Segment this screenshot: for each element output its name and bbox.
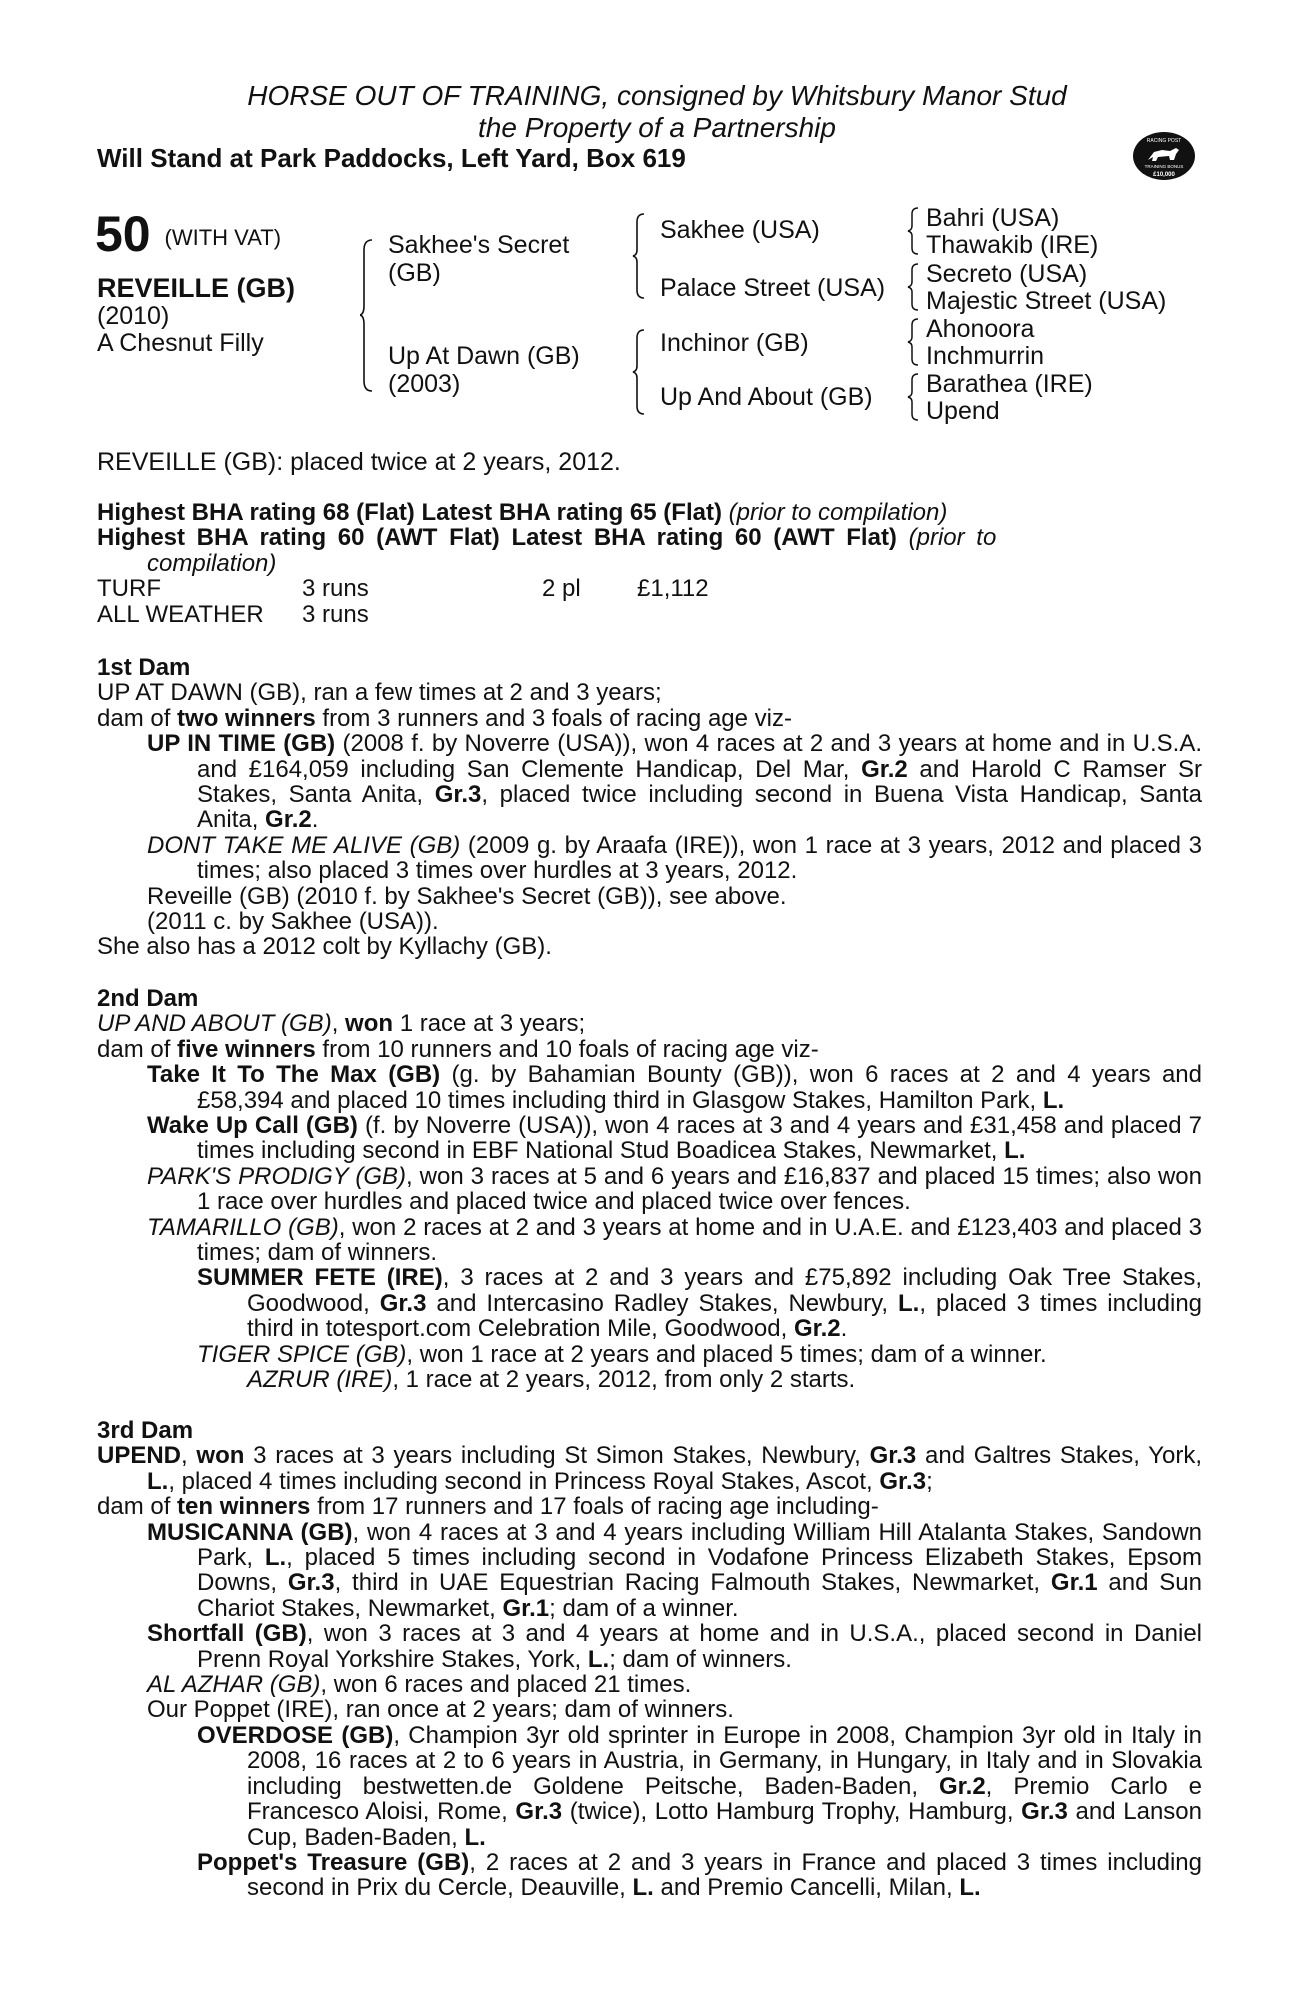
- produce-name: PARK'S PRODIGY (GB): [147, 1162, 407, 1190]
- second-dam-grandproduce-1: [97, 1265, 1202, 1341]
- text: ; dam of a winner.: [549, 1594, 739, 1622]
- text: , 1 race at 2 years, 2012, from only 2 starts.: [392, 1366, 856, 1394]
- text: and Lanson Cup, Baden-Baden,: [247, 1798, 1202, 1851]
- grade: L.: [1004, 1137, 1026, 1165]
- text: ; dam of winners.: [609, 1645, 792, 1673]
- text: and Sun Chariot Stakes, Newmarket,: [197, 1569, 1202, 1622]
- badge-mid-text: TRAINING BONUS: [1144, 164, 1184, 169]
- winner-count: five winners: [177, 1035, 316, 1063]
- pedigree-ggp-6: Inchmurrin: [926, 342, 1045, 370]
- pedigree-ggp-8: Upend: [926, 397, 1000, 425]
- header-line-2: the Property of a Partnership: [478, 112, 836, 143]
- first-dam-intro: UP AT DAWN (GB), ran a few times at 2 and 3 years;: [97, 679, 662, 707]
- text: (f. by Noverre (USA)), won 4 races at 3 and 4 years and £31,458 and placed 7 times including second in EBF National Stud Boadicea Stakes, Newmarket,: [197, 1112, 1203, 1165]
- text: , 3 races at 2 and 3 years and £75,892 including Oak Tree Stakes, Goodwood,: [247, 1264, 1203, 1317]
- text: .: [840, 1315, 848, 1343]
- third-dam-heading: 3rd Dam: [97, 1417, 194, 1444]
- text: , Champion 3yr old sprinter in Europe in 2008, Champion 3yr old in Italy in 2008, 16 races at 2 to 6 years in Austria, in Germany, in Hungary, in Italy and in Slovakia including bestwetten.de Goldene Peitsche, Baden-Baden,: [247, 1721, 1202, 1800]
- third-dam-produce-4: Our Poppet (IRE), ran once at 2 years; dam of winners.: [147, 1696, 734, 1724]
- stats-row-all-weather: [97, 602, 709, 627]
- grade: Gr.3: [379, 1289, 427, 1317]
- first-dam-produce-4: (2011 c. by Sakhee (USA)).: [147, 908, 439, 936]
- text: , won 3 races at 3 and 4 years at home and in U.S.A., placed second in Daniel Prenn Royal Yorkshire Stakes, York,: [197, 1620, 1202, 1673]
- grade: L.: [587, 1645, 610, 1673]
- grade: L.: [1042, 1086, 1065, 1114]
- first-dam-note: She also has a 2012 colt by Kyllachy (GB).: [97, 933, 552, 961]
- text: .: [311, 806, 319, 834]
- rating-line-3: [97, 551, 1202, 576]
- third-dam-produce-2: [97, 1621, 1202, 1672]
- badge-top-text: RACING POST: [1146, 138, 1182, 144]
- stats-prize: £1,112: [637, 575, 709, 603]
- grade: L.: [959, 1874, 981, 1902]
- text: , won 4 races at 3 and 4 years including William Hill Atalanta Stakes, Sandown Park,: [197, 1518, 1203, 1572]
- pedigree-brace-sire-line: [632, 212, 650, 300]
- produce-name: TAMARILLO (GB): [147, 1213, 339, 1241]
- second-dam-produce-2: [97, 1113, 1202, 1164]
- horse-description: A Chesnut Filly: [97, 329, 264, 357]
- grade: Gr.2: [265, 806, 312, 834]
- third-dam-produce-3: [97, 1672, 1202, 1697]
- produce-name: AZRUR (IRE): [247, 1366, 393, 1394]
- text: , placed 3 times including third in totesport.com Celebration Mile, Goodwood,: [247, 1289, 1203, 1343]
- grade: Gr.3: [1021, 1798, 1068, 1826]
- text: and Intercasino Radley Stakes, Newbury,: [426, 1289, 899, 1317]
- grade: Gr.1: [1050, 1569, 1098, 1597]
- pedigree-ggp-2: Thawakib (IRE): [926, 231, 1099, 259]
- third-dam-grandproduce-2: [97, 1850, 1202, 1901]
- pedigree-dam-year: (2003): [388, 370, 461, 398]
- ratings-block: [97, 500, 1202, 627]
- pedigree-brace-parents: [360, 238, 380, 393]
- pedigree-gp-1: Sakhee (USA): [660, 216, 820, 244]
- grade: Gr.2: [861, 755, 908, 783]
- dam-name: UP AND ABOUT (GB): [97, 1010, 332, 1038]
- grade: Gr.3: [287, 1569, 335, 1597]
- text: 1 race at 3 years;: [393, 1010, 586, 1038]
- stats-placed: 2 pl: [542, 575, 581, 603]
- first-dam-section: [97, 655, 1202, 960]
- text: from 17 runners and 17 foals of racing age including-: [310, 1493, 879, 1521]
- second-dam-section: [97, 986, 1202, 1393]
- pedigree-dam: Up At Dawn (GB): [388, 342, 580, 370]
- text: , won 1 race at 2 years and placed 5 times; dam of a winner.: [406, 1340, 1047, 1368]
- produce-name: SUMMER FETE (IRE): [197, 1264, 443, 1292]
- stats-row-turf: [97, 576, 709, 601]
- pedigree-gp-2: Palace Street (USA): [660, 274, 886, 302]
- race-stats-table: [97, 576, 709, 627]
- training-bonus-badge: [1132, 130, 1196, 182]
- grade: L.: [147, 1467, 169, 1495]
- produce-name: Wake Up Call (GB): [147, 1112, 358, 1140]
- rating-line-3-note: compilation): [147, 549, 277, 577]
- text: ;: [926, 1467, 933, 1495]
- horse-name: REVEILLE (GB): [97, 273, 296, 303]
- pedigree-brace-g4: [906, 372, 922, 422]
- text: , placed twice including second in Buena Vista Handicap, Santa Anita,: [197, 781, 1202, 834]
- stats-surface: TURF: [97, 575, 161, 603]
- text: , placed 5 times including second in Vodafone Princess Elizabeth Stakes, Epsom Downs,: [197, 1544, 1202, 1597]
- first-dam-produce-2: [97, 833, 1202, 884]
- pedigree-ggp-4: Majestic Street (USA): [926, 287, 1167, 315]
- text: ,: [331, 1010, 346, 1038]
- pedigree-brace-g3: [906, 317, 922, 367]
- rating-line-2: [97, 525, 1202, 550]
- third-dam-intro: [97, 1443, 1202, 1494]
- produce-name: Take It To The Max (GB): [147, 1061, 441, 1089]
- pedigree-brace-g1: [906, 206, 922, 256]
- second-dam-produce-4: [97, 1215, 1202, 1266]
- rating-line-2-note: (prior to: [908, 524, 997, 552]
- grade: Gr.2: [793, 1315, 841, 1343]
- third-dam-section: [97, 1418, 1202, 1901]
- second-dam-produce-5: [97, 1342, 1202, 1367]
- winner-count: two winners: [177, 704, 316, 732]
- text: (2009 g. by Araafa (IRE)), won 1 race at 3 years, 2012 and placed 3 times; also placed 3 times over hurdles at 3 years, 2012.: [197, 831, 1203, 885]
- rating-line-1: [97, 500, 1202, 525]
- first-dam-produce-3: Reveille (GB) (2010 f. by Sakhee's Secret (GB)), see above.: [147, 882, 787, 910]
- grade: L.: [898, 1289, 920, 1317]
- pedigree-brace-dam-line: [632, 328, 650, 416]
- rating-line-1-text: Highest BHA rating 68 (Flat) Latest BHA rating 65 (Flat): [97, 499, 722, 526]
- winner-count: ten winners: [177, 1493, 311, 1521]
- text: dam of: [97, 1493, 178, 1521]
- grade: Gr.3: [434, 781, 482, 809]
- text: (g. by Bahamian Bounty (GB)), won 6 races at 2 and 4 years and £58,394 and placed 10 times including third in Glasgow Stakes, Hamilton Park,: [197, 1061, 1202, 1114]
- grade: Gr.3: [869, 1442, 917, 1470]
- text: (twice), Lotto Hamburg Trophy, Hamburg,: [562, 1798, 1022, 1826]
- first-dam-heading: 1st Dam: [97, 654, 191, 681]
- badge-amount: £10,000: [1153, 172, 1175, 178]
- text: , Premio Carlo e Francesco Aloisi, Rome,: [247, 1772, 1202, 1826]
- text: , placed 4 times including second in Princess Royal Stakes, Ascot,: [168, 1467, 880, 1495]
- stats-placed: [542, 602, 637, 627]
- produce-name: AL AZHAR (GB): [147, 1671, 321, 1699]
- text: ,: [181, 1442, 197, 1470]
- rating-line-1-note: (prior to compilation): [728, 499, 948, 526]
- stats-runs: 3 runs: [302, 575, 369, 603]
- lot-number: 50: [95, 206, 151, 262]
- second-dam-grandproduce-2: [97, 1367, 1202, 1392]
- second-dam-heading: 2nd Dam: [97, 985, 199, 1012]
- lot-number-line: [95, 206, 281, 266]
- text: , 2 races at 2 and 3 years in France and placed 3 times including second in Prix du Cercle, Deauville,: [247, 1848, 1202, 1902]
- lot-vat: (WITH VAT): [164, 224, 282, 250]
- stats-runs: 3 runs: [302, 600, 369, 628]
- text: from 10 runners and 10 foals of racing age viz-: [315, 1035, 819, 1063]
- stats-prize: [637, 602, 709, 627]
- second-dam-produce-3: [97, 1164, 1202, 1215]
- rating-line-2-text: Highest BHA rating 60 (AWT Flat) Latest BHA rating 60 (AWT Flat): [97, 524, 897, 552]
- third-dam-produce-summary: [97, 1494, 1202, 1519]
- text: and Harold C Ramser Sr Stakes, Santa Anita,: [197, 755, 1202, 809]
- produce-name: UP IN TIME (GB): [147, 730, 336, 758]
- stand-location: Will Stand at Park Paddocks, Left Yard, Box 619: [97, 143, 686, 173]
- text: (2008 f. by Noverre (USA)), won 4 races at 2 and 3 years at home and in U.S.A. and £164,059 including San Clemente Handicap, Del Mar,: [197, 730, 1202, 783]
- pedigree-sire-origin: (GB): [388, 259, 441, 287]
- produce-name: TIGER SPICE (GB): [197, 1340, 407, 1368]
- pedigree-gp-4: Up And About (GB): [660, 383, 873, 411]
- produce-name: Poppet's Treasure (GB): [197, 1848, 470, 1876]
- text: and Galtres Stakes, York,: [916, 1442, 1202, 1470]
- text: from 3 runners and 3 foals of racing age viz-: [315, 704, 792, 732]
- second-dam-intro: [97, 1011, 1202, 1036]
- horse-year: (2010): [97, 302, 170, 330]
- produce-name: Shortfall (GB): [147, 1620, 307, 1648]
- produce-name: DONT TAKE ME ALIVE (GB): [147, 831, 461, 859]
- first-dam-produce-summary: [97, 706, 1202, 731]
- produce-name: MUSICANNA (GB): [147, 1518, 353, 1546]
- pedigree-brace-g2: [906, 262, 922, 312]
- stats-surface: ALL WEATHER: [97, 600, 264, 628]
- text: 3 races at 3 years including St Simon Stakes, Newbury,: [244, 1442, 870, 1470]
- second-dam-produce-summary: [97, 1037, 1202, 1062]
- pedigree-ggp-5: Ahonoora: [926, 315, 1035, 343]
- grade: Gr.1: [502, 1594, 550, 1622]
- grade: Gr.3: [515, 1798, 563, 1826]
- pedigree-gp-3: Inchinor (GB): [660, 329, 809, 357]
- grade: L.: [632, 1874, 654, 1902]
- third-dam-produce-1: [97, 1520, 1202, 1622]
- text: , won 3 races at 5 and 6 years and £16,837 and placed 15 times; also won 1 race over hurdles and placed twice and placed twice over fences.: [197, 1162, 1202, 1216]
- second-dam-produce-1: [97, 1062, 1202, 1113]
- grade: Gr.2: [938, 1772, 986, 1800]
- grade: Gr.3: [879, 1467, 927, 1495]
- text: dam of: [97, 1035, 178, 1063]
- grade: L.: [264, 1544, 287, 1572]
- pedigree-ggp-3: Secreto (USA): [926, 260, 1088, 288]
- first-dam-produce-1: [97, 731, 1202, 833]
- text: , won 2 races at 2 and 3 years at home and in U.A.E. and £123,403 and placed 3 times; dam of winners.: [197, 1213, 1203, 1267]
- text: , won 6 races and placed 21 times.: [320, 1671, 692, 1699]
- produce-name: OVERDOSE (GB): [197, 1721, 394, 1749]
- pedigree-ggp-7: Barathea (IRE): [926, 370, 1093, 398]
- won: won: [345, 1010, 394, 1038]
- text: and Premio Cancelli, Milan,: [653, 1874, 960, 1902]
- header-line-1: HORSE OUT OF TRAINING, consigned by Whitsbury Manor Stud: [247, 80, 1067, 111]
- pedigree-ggp-1: Bahri (USA): [926, 204, 1060, 232]
- race-summary: REVEILLE (GB): placed twice at 2 years, 2012.: [97, 448, 621, 476]
- dam-name: UPEND: [97, 1442, 182, 1470]
- text: , third in UAE Equestrian Racing Falmouth Stakes, Newmarket,: [334, 1569, 1051, 1597]
- grade: L.: [464, 1823, 486, 1851]
- pedigree-sire: Sakhee's Secret: [388, 231, 570, 259]
- text: dam of: [97, 704, 178, 732]
- third-dam-grandproduce-1: [97, 1723, 1202, 1850]
- won: won: [196, 1442, 245, 1470]
